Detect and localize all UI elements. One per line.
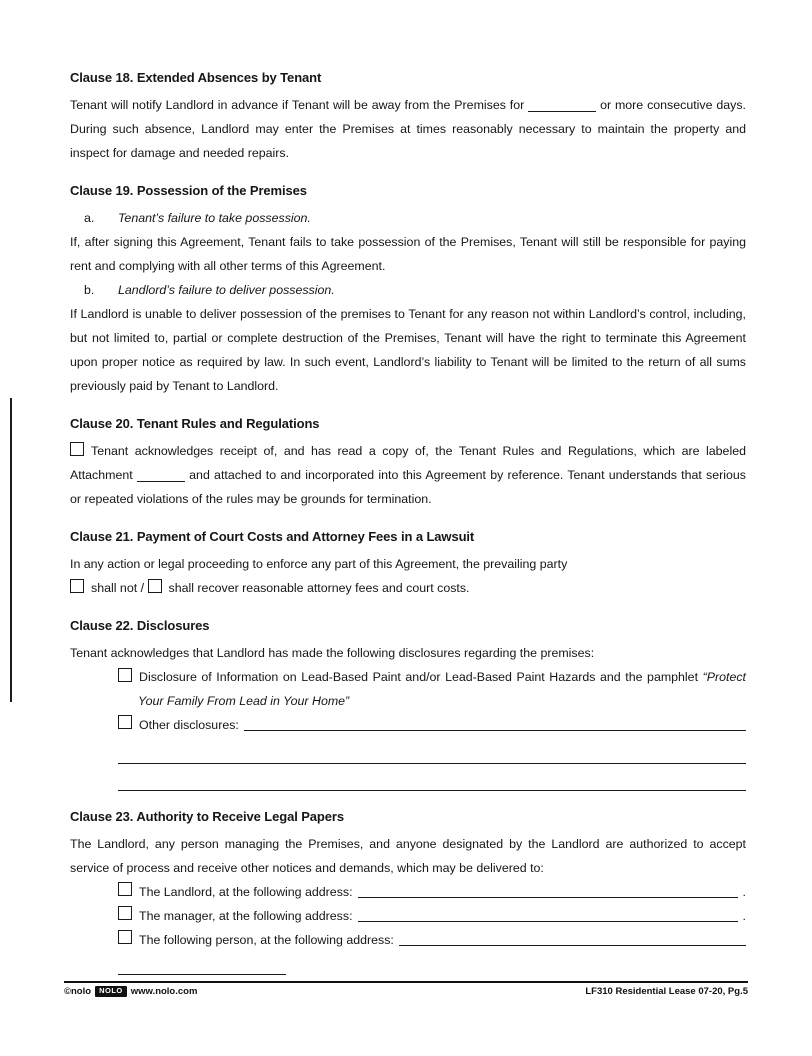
deliver-to-landlord-checkbox[interactable]	[118, 882, 132, 896]
clause-18-text-after-blank: or more consecutive days. During such absence, Landlord may enter the Premises at times reasonably necessary to maintain the property and inspect for damage and needed repairs.	[70, 98, 747, 160]
footer-rule	[64, 981, 748, 983]
other-disclosures-item	[118, 713, 746, 737]
deliver-to-manager-checkbox[interactable]	[118, 906, 132, 920]
clause-20-text-after-blank: and attached to and incorporated into this Agreement by reference. Tenant understands that serious or repeated violations of the rules may be grounds for termination.	[70, 468, 746, 506]
clause-20	[70, 412, 746, 511]
clause-21-options	[70, 576, 746, 600]
person-address-blank-2[interactable]	[118, 952, 286, 975]
absence-days-blank[interactable]	[528, 99, 596, 112]
item-b-label: b.	[84, 283, 95, 297]
deliver-to-manager-label: The manager, at the following address:	[139, 909, 353, 923]
other-disclosures-blank-3[interactable]	[118, 764, 746, 791]
clause-23-intro: The Landlord, any person managing the Premises, and anyone designated by the Landlord are authorized to accept service of process and receive other notices and demands, which may be delivered to:	[70, 837, 746, 875]
deliver-to-manager-item	[118, 904, 746, 928]
nolo-logo: NOLO	[95, 986, 127, 997]
item-a-label: a.	[84, 211, 95, 225]
deliver-to-person-checkbox[interactable]	[118, 930, 132, 944]
clause-22-intro: Tenant acknowledges that Landlord has made the following disclosures regarding the premises:	[70, 646, 595, 660]
clause-18	[70, 66, 746, 165]
deliver-to-landlord-label: The Landlord, at the following address:	[139, 885, 353, 899]
manager-address-period: .	[742, 909, 746, 923]
clause-19-item-b-body: If Landlord is unable to deliver possession of the premises to Tenant for any reason not within Landlord’s control, including, but not limited to, partial or complete destruction of the Premises, Tenant will have the right to terminate this Agreement upon proper notice as required by law. In such event, Landlord’s liability to Tenant will be limited to the return of all sums previously paid by Tenant to Landlord.	[70, 307, 746, 393]
attachment-label-blank[interactable]	[137, 469, 185, 482]
manager-address-blank[interactable]	[358, 921, 738, 922]
shall-not-option-label: shall not /	[91, 581, 145, 595]
rules-acknowledgment-checkbox[interactable]	[70, 442, 84, 456]
clause-22	[70, 614, 746, 791]
other-disclosures-blank-2[interactable]	[118, 737, 746, 764]
landlord-address-period: .	[742, 885, 746, 899]
clause-21-title: Clause 21. Payment of Court Costs and Attorney Fees in a Lawsuit	[70, 529, 475, 544]
clause-18-text-before-blank: Tenant will notify Landlord in advance if Tenant will be away from the Premises for	[70, 98, 525, 112]
shall-checkbox[interactable]	[148, 579, 162, 593]
clause-23	[70, 805, 746, 975]
other-disclosures-blank-1[interactable]	[244, 730, 746, 731]
clause-20-paragraph	[70, 439, 746, 511]
deliver-to-landlord-item	[118, 880, 746, 904]
shall-not-checkbox[interactable]	[70, 579, 84, 593]
clause-21	[70, 525, 746, 600]
lead-paint-disclosure-text: Disclosure of Information on Lead-Based Paint and/or Lead-Based Paint Hazards and the pamphlet	[139, 670, 699, 684]
clause-19-item-a-heading	[70, 206, 746, 230]
footer-row	[64, 986, 748, 997]
person-address-blank-1[interactable]	[399, 945, 746, 946]
document-reference: LF310 Residential Lease 07-20, Pg.5	[585, 986, 748, 997]
clause-18-paragraph	[70, 93, 746, 165]
other-disclosures-label: Other disclosures:	[139, 718, 239, 732]
nolo-copyright-text: ©nolo	[64, 986, 92, 997]
deliver-to-person-label: The following person, at the following address:	[139, 933, 394, 947]
clause-21-intro: In any action or legal proceeding to enforce any part of this Agreement, the prevailing party	[70, 557, 568, 571]
lead-pamphlet-title: “Protect Your Family From Lead in Your Home”	[138, 670, 746, 708]
scan-artifact-line	[10, 398, 12, 702]
item-a-title: Tenant’s failure to take possession.	[118, 211, 311, 225]
clause-19-item-b-heading	[70, 278, 746, 302]
clause-19	[70, 179, 746, 398]
footer-publisher	[64, 986, 197, 997]
clause-23-title: Clause 23. Authority to Receive Legal Papers	[70, 809, 344, 824]
lead-paint-disclosure-item	[70, 665, 746, 713]
clause-19-item-a-body: If, after signing this Agreement, Tenant fails to take possession of the Premises, Tenant will still be responsible for paying rent and complying with all other terms of this Agreement.	[70, 235, 746, 273]
clause-20-text-before-blank: Tenant acknowledges receipt of, and has read a copy of, the Tenant Rules and Regulations, which are labeled Attachment	[70, 444, 746, 482]
clause-22-title: Clause 22. Disclosures	[70, 618, 210, 633]
clause-18-title: Clause 18. Extended Absences by Tenant	[70, 70, 322, 85]
clause-20-title: Clause 20. Tenant Rules and Regulations	[70, 416, 320, 431]
clause-19-title: Clause 19. Possession of the Premises	[70, 183, 307, 198]
item-b-title: Landlord’s failure to deliver possession.	[118, 283, 335, 297]
landlord-address-blank[interactable]	[358, 897, 738, 898]
lead-paint-checkbox[interactable]	[118, 668, 132, 682]
page-footer	[64, 981, 748, 997]
page-content	[70, 66, 746, 975]
deliver-to-person-item	[118, 928, 746, 952]
nolo-url: www.nolo.com	[130, 986, 198, 997]
other-disclosures-checkbox[interactable]	[118, 715, 132, 729]
shall-option-label: shall recover reasonable attorney fees and court costs.	[168, 581, 470, 595]
